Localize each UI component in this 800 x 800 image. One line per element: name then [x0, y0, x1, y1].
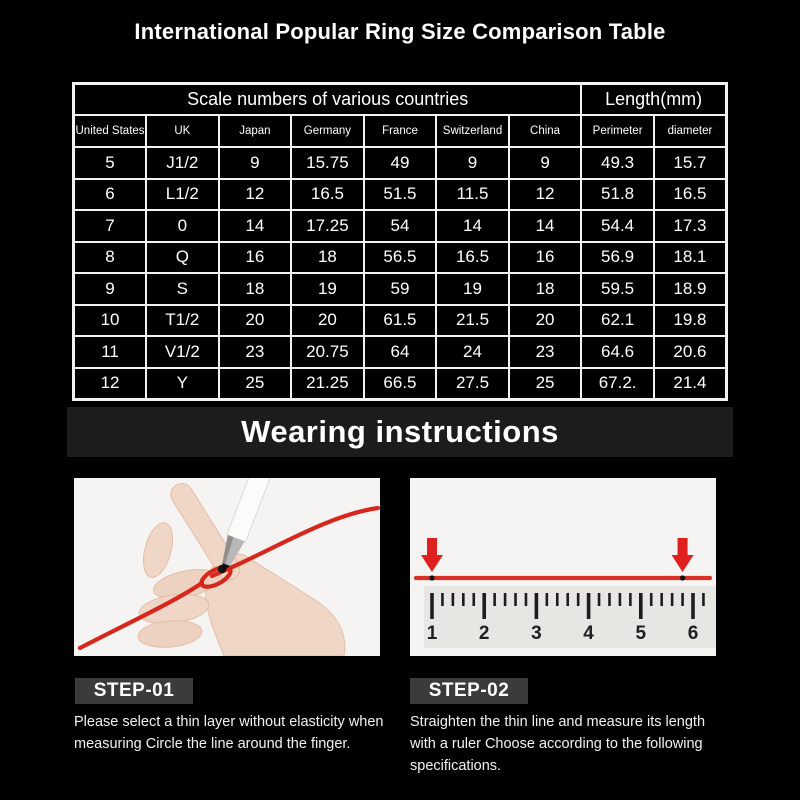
table-cell: 56.9 [581, 242, 654, 274]
table-row [74, 179, 727, 211]
table-cell: 49 [364, 147, 437, 179]
table-column-header: Switzerland [436, 115, 509, 147]
table-cell: 14 [436, 210, 509, 242]
table-cell: 18.1 [654, 242, 727, 274]
table-row [74, 305, 727, 337]
table-row [74, 273, 727, 305]
table-cell: 17.3 [654, 210, 727, 242]
table-cell: 25 [509, 368, 582, 400]
table-cell: 18 [219, 273, 292, 305]
ruler-number: 6 [687, 623, 699, 644]
table-group-header: Scale numbers of various countries [74, 84, 582, 116]
table-column-header: UK [146, 115, 219, 147]
table-cell: 14 [509, 210, 582, 242]
wearing-instructions-banner: Wearing instructions [67, 407, 733, 457]
table-cell: 20 [509, 305, 582, 337]
table-cell: 23 [509, 336, 582, 368]
table-column-header: China [509, 115, 582, 147]
table-cell: 66.5 [364, 368, 437, 400]
table-cell: 23 [219, 336, 292, 368]
table-cell: 11 [74, 336, 147, 368]
table-cell: 62.1 [581, 305, 654, 337]
table-cell: 5 [74, 147, 147, 179]
ring-size-table [72, 82, 728, 401]
table-cell: 19 [436, 273, 509, 305]
table-row [74, 210, 727, 242]
table-cell: 18.9 [654, 273, 727, 305]
table-cell: 19 [291, 273, 364, 305]
table-cell: 20.75 [291, 336, 364, 368]
table-cell: 25 [219, 368, 292, 400]
table-cell: Q [146, 242, 219, 274]
table-cell: 9 [436, 147, 509, 179]
table-cell: 56.5 [364, 242, 437, 274]
table-cell: 10 [74, 305, 147, 337]
table-cell: 16 [219, 242, 292, 274]
page-title: International Popular Ring Size Comparison Table [134, 19, 666, 44]
table-cell: S [146, 273, 219, 305]
table-cell: 51.8 [581, 179, 654, 211]
table-cell: 19.8 [654, 305, 727, 337]
table-cell: 24 [436, 336, 509, 368]
table-cell: 17.25 [291, 210, 364, 242]
table-cell: 7 [74, 210, 147, 242]
table-group-header: Length(mm) [581, 84, 726, 116]
table-cell: 54 [364, 210, 437, 242]
table-cell: 64 [364, 336, 437, 368]
table-cell: 12 [219, 179, 292, 211]
table-cell: 27.5 [436, 368, 509, 400]
table-cell: 14 [219, 210, 292, 242]
table-column-header: diameter [654, 115, 727, 147]
table-row [74, 147, 727, 179]
table-cell: 20 [219, 305, 292, 337]
table-col-row [74, 115, 727, 147]
table-cell: 67.2. [581, 368, 654, 400]
ruler-number: 2 [478, 623, 490, 644]
table-cell: 18 [291, 242, 364, 274]
hand-photo-panel [74, 478, 380, 656]
ruler-photo-panel [410, 478, 716, 656]
table-cell: 16.5 [436, 242, 509, 274]
step-02-text: Straighten the thin line and measure its length with a ruler Choose according to the following specifications. [410, 714, 706, 775]
table-cell: L1/2 [146, 179, 219, 211]
table-column-header: Perimeter [581, 115, 654, 147]
table-body [74, 147, 727, 400]
table-cell: 16.5 [654, 179, 727, 211]
table-cell: 51.5 [364, 179, 437, 211]
table-cell: 64.6 [581, 336, 654, 368]
ruler-measurement-illustration [410, 478, 716, 656]
table-cell: 21.5 [436, 305, 509, 337]
table-cell: 15.75 [291, 147, 364, 179]
table-cell: 21.25 [291, 368, 364, 400]
table-cell: 21.4 [654, 368, 727, 400]
table-group-row [74, 84, 727, 116]
table-cell: 0 [146, 210, 219, 242]
table-cell: V1/2 [146, 336, 219, 368]
table-cell: 9 [74, 273, 147, 305]
ruler-number: 4 [583, 623, 594, 644]
table-cell: 54.4 [581, 210, 654, 242]
step-02-badge: STEP-02 [410, 678, 528, 704]
step-01-badge: STEP-01 [75, 678, 193, 704]
table-cell: 20.6 [654, 336, 727, 368]
table-row [74, 242, 727, 274]
table-cell: 11.5 [436, 179, 509, 211]
ruler-number: 1 [426, 623, 438, 644]
table-cell: 20 [291, 305, 364, 337]
table-cell: T1/2 [146, 305, 219, 337]
table-cell: 16.5 [291, 179, 364, 211]
step-01-text: Please select a thin layer without elasticity when measuring Circle the line around the finger. [74, 714, 384, 753]
table-column-header: Germany [291, 115, 364, 147]
table-cell: 12 [509, 179, 582, 211]
table-cell: Y [146, 368, 219, 400]
table-cell: 49.3 [581, 147, 654, 179]
table-column-header: France [364, 115, 437, 147]
table-cell: 15.7 [654, 147, 727, 179]
table-cell: 59 [364, 273, 437, 305]
table-cell: 16 [509, 242, 582, 274]
table-column-header: Japan [219, 115, 292, 147]
table-cell: 18 [509, 273, 582, 305]
hand-measurement-illustration [74, 478, 380, 656]
table-cell: 9 [219, 147, 292, 179]
table-row [74, 368, 727, 400]
table-cell: J1/2 [146, 147, 219, 179]
ruler-number: 3 [531, 623, 542, 644]
table-cell: 59.5 [581, 273, 654, 305]
table-cell: 12 [74, 368, 147, 400]
table-row [74, 336, 727, 368]
table-cell: 8 [74, 242, 147, 274]
ruler-number: 5 [635, 623, 647, 644]
table-cell: 61.5 [364, 305, 437, 337]
table-column-header: United States [74, 115, 147, 147]
table-cell: 6 [74, 179, 147, 211]
ring-size-table-container [72, 82, 728, 401]
table-cell: 9 [509, 147, 582, 179]
